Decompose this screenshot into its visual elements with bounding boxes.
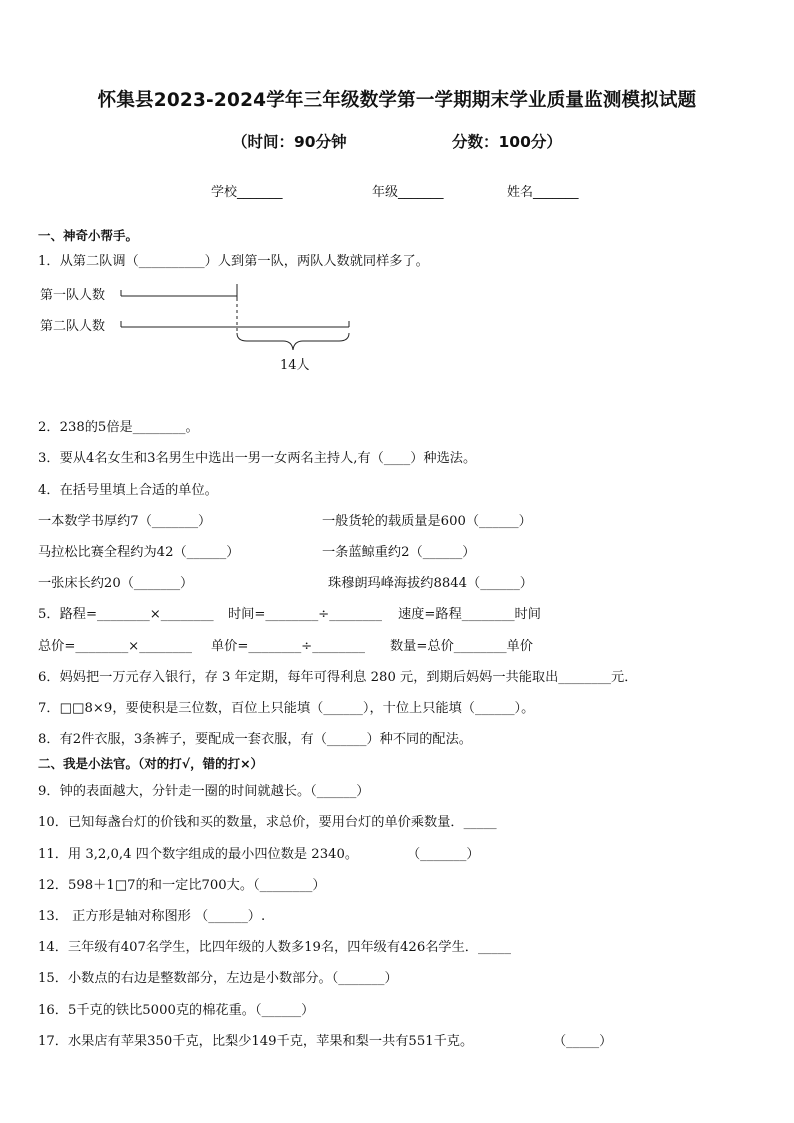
- q11-answer-blank: （_______）: [407, 847, 480, 862]
- name-field[interactable]: 姓名_______: [507, 185, 579, 200]
- q5-quantity: 数量=总价________单价: [390, 639, 533, 654]
- question-4: 4．在括号里填上合适的单位。: [38, 483, 218, 498]
- question-8: 8．有2件衣服，3条裤子，要配成一套衣服，有（______）种不同的配法。: [38, 732, 472, 747]
- q4-item: 珠穆朗玛峰海拔约8844（______）: [328, 576, 533, 591]
- team-comparison-diagram: [0, 0, 794, 400]
- question-15: 15．小数点的右边是整数部分，左边是小数部分。（_______）: [38, 971, 398, 986]
- q5-time: 时间=________÷________: [228, 607, 382, 622]
- q4-item: 一张床长约20（_______）: [38, 576, 194, 591]
- q4-item: 马拉松比赛全程约为42（______）: [38, 545, 240, 560]
- question-10: 10．已知每盏台灯的价钱和买的数量，求总价，要用台灯的单价乘数量．_____: [38, 815, 497, 830]
- question-17: 17．水果店有苹果350千克，比梨少149千克，苹果和梨一共有551千克。: [38, 1034, 474, 1049]
- question-14: 14．三年级有407名学生，比四年级的人数多19名，四年级有426名学生．_____: [38, 940, 511, 955]
- section-1-title: 一、神奇小帮手。: [38, 228, 139, 243]
- q5-unit-price: 单价=________÷________: [211, 639, 365, 654]
- question-13: 13． 正方形是轴对称图形 （______）.: [38, 909, 266, 924]
- question-3: 3．要从4名女生和3名男生中选出一男一女两名主持人,有（____）种选法。: [38, 451, 477, 466]
- q5-speed: 速度=路程________时间: [398, 607, 541, 622]
- question-9: 9．钟的表面越大，分针走一圈的时间就越长。（______）: [38, 784, 370, 799]
- question-2: 2．238的5倍是________。: [38, 420, 199, 435]
- question-1: 1．从第二队调（__________）人到第一队，两队人数就同样多了。: [38, 254, 429, 269]
- question-6: 6．妈妈把一万元存入银行，存 3 年定期，每年可得利息 280 元，到期后妈妈一共能取出________元．: [38, 670, 638, 685]
- page-title: 怀集县2023-2024学年三年级数学第一学期期末学业质量监测模拟试题: [97, 90, 697, 111]
- difference-brace: [237, 333, 349, 350]
- team1-label: 第一队人数: [40, 288, 106, 303]
- school-field[interactable]: 学校_______: [211, 185, 283, 200]
- section-2-title: 二、我是小法官。（对的打√，错的打×）: [38, 756, 264, 771]
- exam-score: 分数：100分）: [452, 133, 562, 151]
- question-7: 7．□□8×9，要使积是三位数，百位上只能填（______），十位上只能填（______）。: [38, 701, 535, 716]
- question-11: 11．用 3,2,0,4 四个数字组成的最小四位数是 2340。: [38, 847, 359, 862]
- q5-distance: 5．路程=________×________: [38, 607, 214, 622]
- q5-total: 总价=________×________: [38, 639, 192, 654]
- brace-label: 14人: [280, 358, 310, 373]
- exam-time: （时间：90分钟: [232, 133, 347, 151]
- q17-answer-blank: （_____）: [553, 1034, 613, 1049]
- grade-field[interactable]: 年级_______: [372, 185, 444, 200]
- question-16: 16．5千克的铁比5000克的棉花重。（______）: [38, 1003, 315, 1018]
- q4-item: 一般货轮的载质量是600（______）: [322, 514, 532, 529]
- q4-item: 一条蓝鲸重约2（______）: [322, 545, 476, 560]
- team2-label: 第二队人数: [40, 319, 106, 334]
- q4-item: 一本数学书厚约7（_______）: [38, 514, 212, 529]
- question-12: 12．598＋1□7的和一定比700大。（________）: [38, 878, 326, 893]
